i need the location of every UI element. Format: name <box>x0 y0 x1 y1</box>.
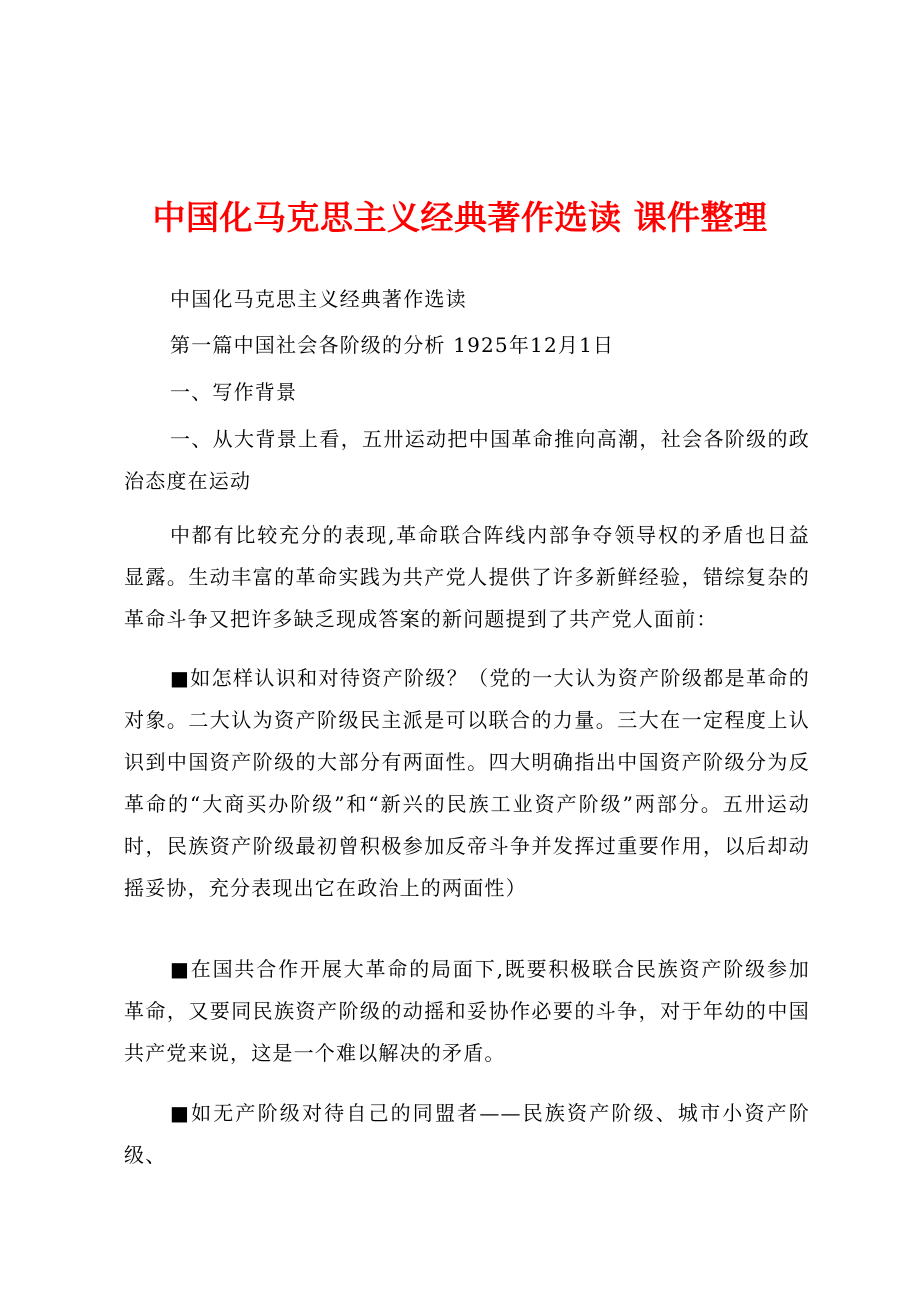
paragraph-united-front-contradiction: ■在国共合作开展大革命的局面下,既要积极联合民族资产阶级参加革命，又要同民族资产阶级的动摇和妥协作必要的斗争，对于年幼的中国共产党来说，这是一个难以解决的矛盾。 <box>124 957 810 1065</box>
paragraph-allies-question: ■如无产阶级对待自己的同盟者——民族资产阶级、城市小资产阶级、 <box>124 1101 810 1167</box>
document-title: 中国化马克思主义经典著作选读 课件整理 <box>152 198 768 237</box>
paragraph-background-intro: 一、从大背景上看，五卅运动把中国革命推向高潮，社会各阶级的政治态度在运动 <box>124 427 810 493</box>
paragraph-section-heading: 一、写作背景 <box>170 380 298 404</box>
paragraph-book-title: 中国化马克思主义经典著作选读 <box>170 287 467 311</box>
paragraph-chapter-heading: 第一篇中国社会各阶级的分析 1925年12月1日 <box>170 333 615 357</box>
paragraph-bourgeoisie-question: ■如怎样认识和对待资产阶级？（党的一大认为资产阶级都是革命的对象。二大认为资产阶级民主派是可以联合的力量。三大在一定程度上认识到中国资产阶级的大部分有两面性。四大明确指出中国资产阶级分为反革命的“大商买办阶级”和“新兴的民族工业资产阶级”两部分。五卅运动时，民族资产阶级最初曾积极参加反帝斗争并发挥过重要作用，以后却动摇妥协，充分表现出它在政治上的两面性） <box>124 666 810 900</box>
paragraph-background-detail: 中都有比较充分的表现,革命联合阵线内部争夺领导权的矛盾也日益显露。生动丰富的革命实践为共产党人提供了许多新鲜经验，错综复杂的革命斗争又把许多缺乏现成答案的新问题提到了共产党人面前： <box>124 523 810 631</box>
